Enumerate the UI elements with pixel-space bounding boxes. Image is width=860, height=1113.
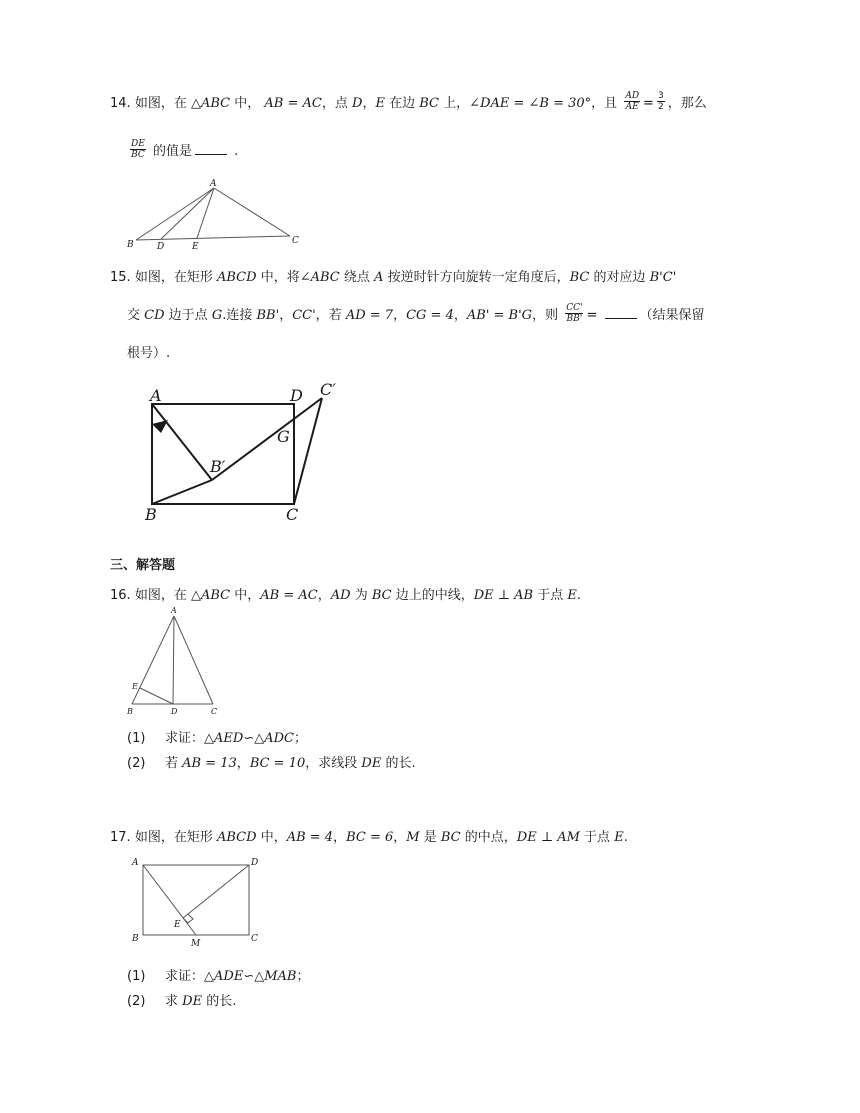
q15-text: ， (393, 308, 407, 323)
q15-text: ， (453, 308, 467, 323)
q15-text: .连接 (222, 308, 253, 323)
q14-text: 的值是 (152, 144, 192, 159)
q15-figure (140, 380, 350, 524)
label-d: D (290, 386, 303, 405)
fraction-denominator: AE (625, 102, 639, 112)
q15-line2 (127, 304, 705, 326)
q14-math: D (352, 96, 363, 111)
label-c: C (211, 707, 218, 716)
q15-line3 (127, 342, 170, 361)
fraction-numerator: CC' (566, 303, 583, 313)
q15-line1 (110, 266, 676, 285)
q15-math: CD (144, 308, 165, 323)
q17-part2 (127, 990, 236, 1009)
q17-text: ； (296, 969, 310, 984)
segment-de (140, 688, 173, 704)
q16-math: DE (361, 756, 382, 771)
q15-text: 交 (127, 308, 141, 323)
label-a: A (171, 606, 177, 615)
label-a: A (210, 179, 217, 189)
q17-math: BC = 6 (346, 830, 394, 845)
q16-math: △AED∽△ADC (204, 731, 294, 746)
q17-math: BC (440, 830, 461, 845)
q15-text: 的对应边 (593, 270, 646, 285)
q15-math: AB' = B'G (466, 308, 533, 323)
q16-text: ， (236, 756, 250, 771)
q15-math: CG = 4 (406, 308, 454, 323)
label-b: B (132, 934, 139, 944)
label-b-prime: B′ (210, 457, 226, 476)
q15-text: ，则 (532, 308, 559, 323)
q16-part2 (127, 752, 416, 771)
label-b: B (127, 240, 134, 250)
segment-am (143, 865, 196, 935)
segment-bc (136, 236, 290, 240)
q15-number: 15. (110, 270, 131, 285)
q14-line1 (110, 92, 707, 114)
q14-fraction-3-2 (657, 91, 665, 112)
q14-figure (120, 176, 310, 252)
q16-math: E (567, 588, 577, 603)
q15-fraction (565, 303, 583, 324)
label-e: E (174, 920, 181, 930)
q14-text: ，点 (321, 96, 348, 111)
q15-text: 根号）. (127, 346, 171, 361)
label-c: C (251, 934, 258, 944)
q16-math: AB = AC (260, 588, 318, 603)
q17-line1 (110, 826, 628, 845)
q16-line1 (110, 584, 581, 603)
q16-text: 如图，在 (134, 588, 187, 603)
q17-math: ABCD (216, 830, 257, 845)
q16-figure (124, 602, 224, 718)
q15-text: 边于点 (168, 308, 208, 323)
q15-text: 按逆时针方向旋转一定角度后， (387, 270, 570, 285)
q17-math: DE (182, 994, 203, 1009)
q15-text: 如图，在矩形 (134, 270, 213, 285)
q16-text: 边上的中线， (395, 588, 474, 603)
rectangle-abcd (152, 404, 294, 504)
q15-math: G (211, 308, 223, 323)
q14-math: E (375, 96, 385, 111)
q15-math: ABCD (216, 270, 257, 285)
q17-math: M (406, 830, 420, 845)
label-b: B (127, 707, 133, 716)
q14-math: AB = AC (264, 96, 322, 111)
fraction-numerator: 3 (657, 91, 664, 101)
label-m: M (191, 939, 201, 949)
right-angle-mark (183, 914, 193, 923)
fraction-denominator: BC (131, 150, 145, 160)
q15-text: 绕点 (343, 270, 370, 285)
label-e: E (132, 682, 138, 691)
q17-text: 求证： (165, 969, 205, 984)
segment-cc-prime (294, 398, 322, 504)
q14-text: 如图，在 (134, 96, 187, 111)
q14-math: BC (419, 96, 440, 111)
q15-math: B'C' (649, 270, 677, 285)
q15-math: BC (569, 270, 590, 285)
segment-de (183, 865, 249, 918)
label-b: B (145, 505, 157, 524)
q16-number: 16. (110, 588, 131, 603)
answer-blank[interactable] (195, 142, 227, 155)
q17-math: AB = 4 (286, 830, 334, 845)
q17-text: 是 (423, 830, 437, 845)
q15-math: CC' (292, 308, 316, 323)
segment-ad (161, 188, 214, 239)
q17-text: ， (393, 830, 407, 845)
q14-text: ，那么 (667, 96, 707, 111)
q16-math: AD (330, 588, 351, 603)
q16-math: BC (371, 588, 392, 603)
q14-fraction-de-bc (130, 139, 146, 160)
q17-text: 如图，在矩形 (134, 830, 213, 845)
part-label: (2) (127, 994, 146, 1009)
q16-text: 若 (165, 756, 179, 771)
label-g: G (277, 427, 290, 446)
part-label: (1) (127, 731, 146, 746)
label-a: A (150, 386, 162, 405)
segment-ad (173, 616, 174, 704)
q17-text: 中， (260, 830, 287, 845)
fraction-denominator: 2 (657, 102, 664, 112)
q17-math: △ADE∽△MAB (204, 969, 297, 984)
q14-text: ，且 (591, 96, 618, 111)
part-label: (2) (127, 756, 146, 771)
q16-text: ； (293, 731, 307, 746)
q14-number: 14. (110, 96, 131, 111)
q16-text: 于点 (537, 588, 564, 603)
q14-math: ∠DAE = ∠B = 30° (469, 96, 592, 111)
label-d: D (171, 707, 178, 716)
q17-number: 17. (110, 830, 131, 845)
q17-math: E (614, 830, 624, 845)
q15-math: BB' (256, 308, 280, 323)
q15-text: ， (279, 308, 293, 323)
q17-figure (128, 852, 268, 952)
segment-bb-prime (152, 480, 212, 504)
equals-sign: = (586, 308, 598, 323)
q17-text: ， (333, 830, 347, 845)
q14-math: △ABC (190, 96, 231, 111)
q15-math: AD = 7 (345, 308, 394, 323)
fraction-denominator: BB' (566, 314, 583, 324)
q14-text: ， (362, 96, 376, 111)
q14-text: 在边 (389, 96, 416, 111)
q14-line2 (127, 140, 238, 162)
q17-text: . (623, 830, 628, 845)
label-c: C (292, 236, 299, 246)
q16-text: . (576, 588, 582, 603)
q15-text: 中，将 (260, 270, 300, 285)
q16-math: AB = 13 (182, 756, 237, 771)
q14-text: . (234, 144, 239, 159)
label-d: D (251, 858, 259, 868)
q16-text: 中， (234, 588, 261, 603)
segment-ab (132, 616, 174, 704)
label-d: D (157, 242, 165, 252)
q15-math: ∠ABC (299, 270, 340, 285)
q15-text: ，若 (315, 308, 342, 323)
label-c: C (286, 505, 299, 524)
q14-fraction-ad-ae (624, 91, 640, 112)
fraction-numerator: DE (131, 139, 145, 149)
q17-text: 的长. (206, 994, 237, 1009)
q14-text: 中， (234, 96, 261, 111)
q15-text: （结果保留 (639, 308, 705, 323)
section-heading: 三、解答题 (110, 558, 176, 573)
equals-sign: = (643, 96, 654, 111)
q16-text: ，求线段 (305, 756, 358, 771)
q14-text: 上， (443, 96, 470, 111)
label-e: E (192, 242, 199, 252)
segment-b-prime-c-prime (212, 398, 322, 480)
q17-part1 (127, 965, 309, 984)
q16-text: 求证： (165, 731, 205, 746)
q16-math: △ABC (190, 588, 231, 603)
q16-part1 (127, 727, 307, 746)
q17-text: 求 (165, 994, 179, 1009)
part-label: (1) (127, 969, 146, 984)
answer-blank[interactable] (605, 306, 637, 319)
segment-ac (214, 188, 290, 236)
q16-text: 的长. (385, 756, 416, 771)
q16-math: DE ⊥ AB (473, 588, 534, 603)
rotation-arrow-icon (152, 420, 168, 433)
segment-ac (174, 616, 213, 704)
q15-math: A (374, 270, 384, 285)
label-c-prime: C′ (320, 380, 336, 399)
q16-text: 为 (354, 588, 368, 603)
q17-text: 的中点， (464, 830, 517, 845)
label-a: A (132, 858, 139, 868)
segment-ab (136, 188, 214, 240)
fraction-numerator: AD (625, 91, 640, 101)
q17-math: DE ⊥ AM (516, 830, 580, 845)
q16-math: BC = 10 (249, 756, 306, 771)
segment-ab-prime (152, 404, 212, 480)
rectangle-abcd (143, 865, 249, 935)
q16-text: ， (317, 588, 331, 603)
q17-text: 于点 (584, 830, 611, 845)
